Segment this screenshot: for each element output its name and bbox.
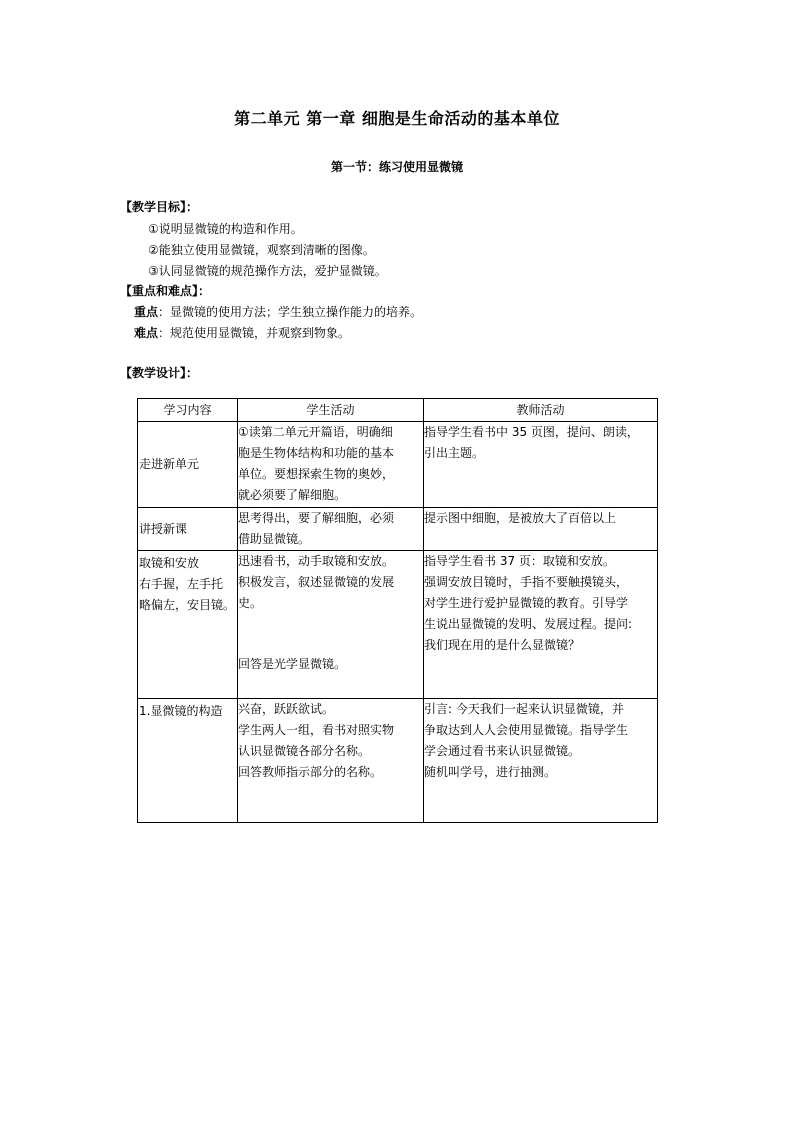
table-header-row — [138, 399, 658, 422]
cell-line: 取镜和安放 — [139, 556, 200, 570]
table-row — [138, 699, 658, 823]
table-row — [138, 422, 658, 508]
cell-line: 对学生进行爱护显微镜的教育。引导学 — [424, 596, 629, 610]
header-content: 学习内容 — [138, 399, 238, 422]
cell-line: 强调安放目镜时，手指不要触摸镜头， — [424, 575, 629, 589]
content-cell — [138, 551, 238, 699]
content-cell — [138, 422, 238, 508]
cell-line: 1.显微镜的构造 — [139, 704, 223, 718]
objective-item: ③认同显微镜的规范操作方法，爱护显微镜。 — [148, 264, 387, 278]
teaching-design-table — [137, 398, 658, 823]
teacher-cell — [424, 422, 658, 508]
cell-line: 引言: 今天我们一起来认识显微镜，并 — [424, 702, 624, 716]
cell-line: 就必须要了解细胞。 — [238, 488, 347, 502]
cell-line: 思考得出，要了解细胞，必须 — [238, 511, 395, 525]
cell-line: ①读第二单元开篇语，明确细 — [238, 425, 393, 439]
key-point-line — [134, 303, 422, 320]
key-point-label: 重点 — [134, 305, 159, 319]
cell-line: 单位。要想探索生物的奥妙， — [238, 467, 395, 481]
cell-line: 引出主题。 — [424, 446, 485, 460]
design-heading: 【教学设计】： — [120, 366, 199, 380]
cell-line: 右手握，左手托 — [139, 577, 224, 591]
cell-line: 随机叫学号，进行抽测。 — [424, 765, 557, 779]
cell-spacer — [238, 614, 423, 634]
cell-line: 史。 — [238, 596, 263, 610]
objective-item: ②能独立使用显微镜，观察到清晰的图像。 — [148, 243, 375, 257]
section-subtitle: 第一节：练习使用显微镜 — [330, 160, 463, 174]
student-cell — [238, 699, 424, 823]
cell-line: 我们现在用的是什么显微镜？ — [424, 638, 581, 652]
key-points-heading: 【重点和难点】： — [120, 284, 211, 298]
student-cell — [238, 551, 424, 699]
objectives-heading: 【教学目标】： — [120, 200, 199, 214]
student-cell — [238, 422, 424, 508]
table-row — [138, 551, 658, 699]
content-cell — [138, 699, 238, 823]
header-teacher-activity: 教师活动 — [424, 399, 658, 422]
cell-line: 认识显微镜各部分名称。 — [238, 744, 371, 758]
cell-line: 回答是光学显微镜。 — [238, 657, 347, 671]
difficult-point-text: ：规范使用显微镜，并观察到物象。 — [158, 326, 351, 340]
cell-line: 讲授新课 — [139, 521, 188, 536]
header-student-activity: 学生活动 — [238, 399, 424, 422]
table-row — [138, 508, 658, 551]
key-point-text: ：显微镜的使用方法；学生独立操作能力的培养。 — [158, 305, 423, 319]
cell-line: 指导学生看书 37 页：取镜和安放。 — [424, 554, 615, 568]
cell-line: 胞是生物体结构和功能的基本 — [238, 446, 395, 460]
cell-line: 争取达到人人会使用显微镜。指导学生 — [424, 723, 629, 737]
cell-spacer — [238, 634, 423, 654]
objective-item: ①说明显微镜的构造和作用。 — [148, 222, 303, 236]
content-cell — [138, 508, 238, 551]
cell-line: 迅速看书，动手取镜和安放。 — [238, 554, 395, 568]
cell-line: 指导学生看书中 35 页图，提问、朗读， — [424, 425, 639, 439]
difficult-point-line — [134, 324, 350, 341]
cell-line: 学生两人一组，看书对照实物 — [238, 723, 395, 737]
page-title: 第二单元 第一章 细胞是生命活动的基本单位 — [234, 109, 560, 128]
cell-line: 学会通过看书来认识显微镜。 — [424, 744, 581, 758]
cell-line: 略偏左，安目镜。 — [139, 598, 236, 612]
cell-line: 走进新单元 — [139, 457, 200, 471]
cell-line: 回答教师指示部分的名称。 — [238, 765, 383, 779]
cell-line: 兴奋，跃跃欲试。 — [238, 702, 335, 716]
cell-line: 借助显微镜。 — [238, 532, 311, 546]
teacher-cell — [424, 508, 658, 551]
student-cell — [238, 508, 424, 551]
difficult-point-label: 难点 — [134, 326, 159, 340]
cell-line: 积极发言，叙述显微镜的发展 — [238, 575, 395, 589]
teacher-cell — [424, 699, 658, 823]
cell-line: 提示图中细胞，是被放大了百倍以上 — [424, 511, 617, 525]
teacher-cell — [424, 551, 658, 699]
cell-line: 生说出显微镜的发明、发展过程。提问: — [424, 617, 633, 631]
